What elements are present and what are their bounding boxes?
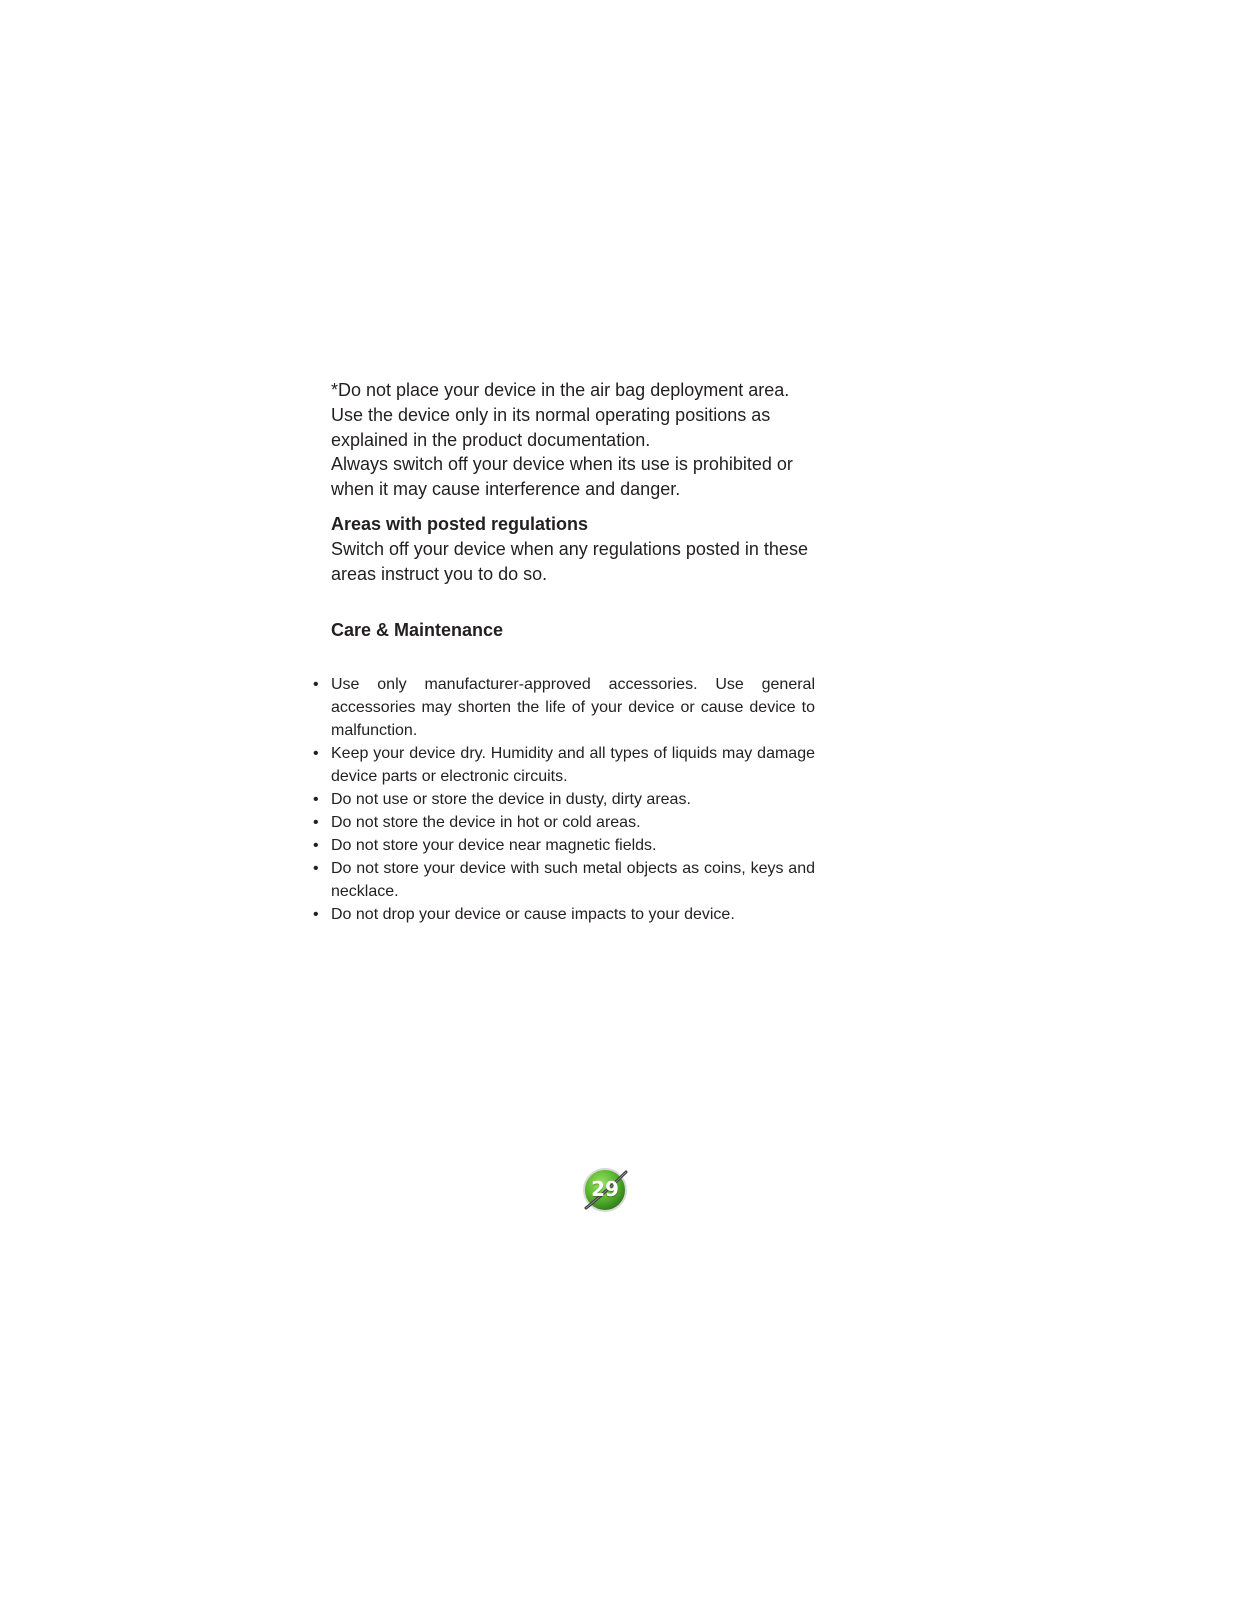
spacer xyxy=(331,586,831,618)
section-heading: Care & Maintenance xyxy=(331,620,504,641)
intro-paragraph xyxy=(331,378,831,502)
list-item-text: Do not drop your device or cause impacts to your device. xyxy=(331,906,735,924)
bullet-icon: • xyxy=(313,745,319,763)
list-item xyxy=(313,834,815,857)
intro-line: when it may cause interference and danger. xyxy=(331,479,681,500)
list-item xyxy=(313,673,815,742)
list-item-text: Do not use or store the device in dusty, dirty areas. xyxy=(331,791,691,809)
list-item-text: Use only manufacturer-approved accessories. Use general accessories may shorten the life of your device or cause device to malfunction. xyxy=(331,676,815,740)
list-item-text: Do not store your device with such metal objects as coins, keys and necklace. xyxy=(331,860,815,901)
list-item xyxy=(313,811,815,834)
bullet-icon: • xyxy=(313,676,319,694)
intro-line: explained in the product documentation. xyxy=(331,429,651,450)
section-heading: Areas with posted regulations xyxy=(331,513,589,534)
section-line: Switch off your device when any regulations posted in these xyxy=(331,538,808,559)
intro-line: Use the device only in its normal operating positions as xyxy=(331,404,771,425)
list-item-text: Keep your device dry. Humidity and all types of liquids may damage device parts or electronic circuits. xyxy=(331,745,815,786)
bullet-icon: • xyxy=(313,906,319,924)
bullet-icon: • xyxy=(313,860,319,878)
list-item xyxy=(313,857,815,903)
page-number-badge xyxy=(580,1166,630,1216)
page-number: 29 xyxy=(591,1177,619,1201)
section-line: areas instruct you to do so. xyxy=(331,563,548,584)
page-content xyxy=(313,378,831,926)
list-item xyxy=(313,788,815,811)
bullet-icon: • xyxy=(313,814,319,832)
spacer xyxy=(331,643,831,673)
bullet-icon: • xyxy=(313,837,319,855)
list-item-text: Do not store your device near magnetic fields. xyxy=(331,837,657,855)
intro-line: *Do not place your device in the air bag deployment area. xyxy=(331,380,790,400)
list-item xyxy=(313,742,815,788)
care-list xyxy=(313,673,815,926)
spacer xyxy=(331,502,831,512)
bullet-icon: • xyxy=(313,791,319,809)
posted-regulations-section xyxy=(331,512,831,586)
list-item-text: Do not store the device in hot or cold areas. xyxy=(331,814,641,832)
intro-line: Always switch off your device when its use is prohibited or xyxy=(331,454,793,475)
list-item xyxy=(313,903,815,926)
care-section xyxy=(313,618,831,926)
